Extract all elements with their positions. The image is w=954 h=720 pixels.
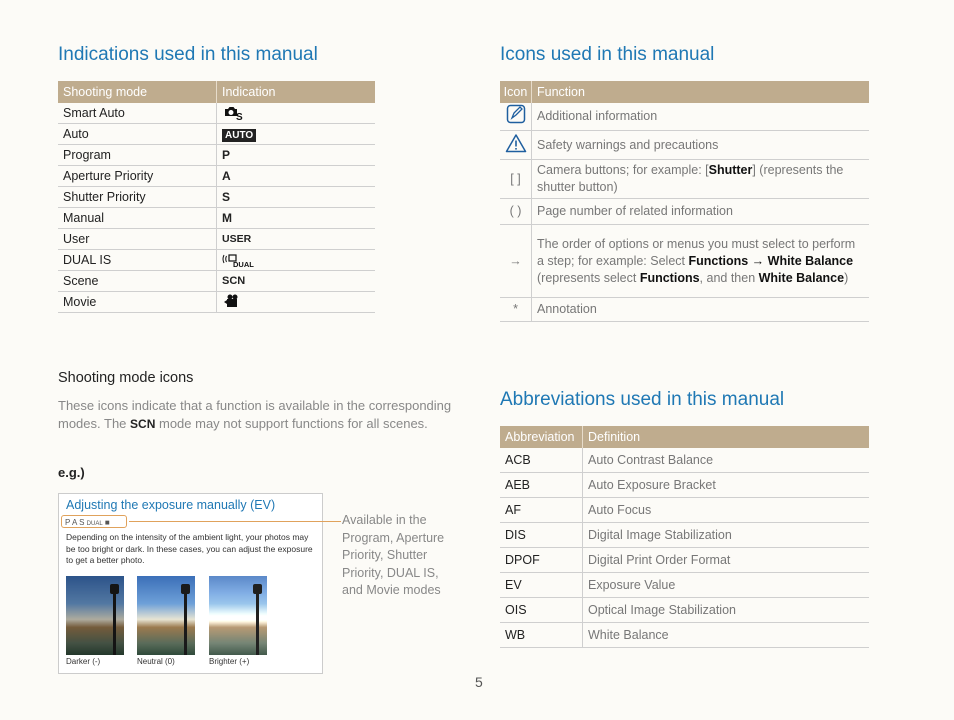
function-text: Additional information bbox=[532, 103, 870, 131]
table-row bbox=[500, 131, 869, 160]
table-row bbox=[500, 473, 869, 498]
mode-name: Movie bbox=[58, 292, 217, 313]
description-text: mode may not support functions for all scenes. bbox=[155, 415, 428, 431]
definition: Auto Contrast Balance bbox=[583, 448, 870, 473]
dual-is-icon bbox=[217, 250, 376, 271]
definition: Digital Print Order Format bbox=[583, 548, 870, 573]
mode-icons-strip bbox=[61, 515, 127, 528]
function-text: The order of options or menus you must select to perform a step; for example: Select Functions → White Balance (represents select Functions, and then White Balance) bbox=[532, 225, 870, 298]
function-text: Annotation bbox=[532, 298, 870, 322]
abbreviations-table bbox=[500, 426, 869, 648]
movie-icon: ■ bbox=[104, 518, 110, 527]
column-header: Indication bbox=[217, 81, 376, 103]
mode-name: Manual bbox=[58, 208, 217, 229]
shooting-mode-icons-heading: Shooting mode icons bbox=[58, 370, 194, 386]
asterisk-symbol: * bbox=[500, 298, 532, 322]
table-row bbox=[500, 448, 869, 473]
example-label: e.g.) bbox=[58, 465, 85, 480]
manual-icon: M bbox=[217, 208, 376, 229]
function-text: Page number of related information bbox=[532, 199, 870, 225]
user-icon: USER bbox=[217, 229, 376, 250]
indications-title: Indications used in this manual bbox=[58, 44, 318, 65]
definition: Auto Focus bbox=[583, 498, 870, 523]
table-row bbox=[500, 523, 869, 548]
table-row bbox=[500, 298, 869, 322]
svg-text:S: S bbox=[236, 111, 243, 120]
shutter-priority-icon: S bbox=[217, 187, 376, 208]
scene-icon: SCN bbox=[217, 271, 376, 292]
abbreviation: AEB bbox=[500, 473, 583, 498]
mode-name: Shutter Priority bbox=[58, 187, 217, 208]
brackets-symbol: [ ] bbox=[500, 160, 532, 199]
table-row bbox=[500, 548, 869, 573]
column-header: Icon bbox=[500, 81, 532, 103]
note-icon bbox=[500, 103, 532, 131]
mode-name: Auto bbox=[58, 124, 217, 145]
table-row bbox=[58, 292, 375, 313]
example-box bbox=[58, 493, 323, 674]
table-row bbox=[500, 225, 869, 298]
function-text: Camera buttons; for example: [Shutter] (represents the shutter button) bbox=[532, 160, 870, 199]
table-row bbox=[500, 498, 869, 523]
table-row bbox=[500, 598, 869, 623]
abbreviation: AF bbox=[500, 498, 583, 523]
table-row bbox=[58, 208, 375, 229]
auto-icon: AUTO bbox=[222, 129, 256, 142]
table-header-row bbox=[58, 81, 375, 103]
definition: Digital Image Stabilization bbox=[583, 523, 870, 548]
column-header: Definition bbox=[583, 426, 870, 448]
table-row bbox=[58, 250, 375, 271]
description-text: These icons indicate that a function is available in the corresponding modes. The bbox=[58, 398, 452, 431]
table-row bbox=[500, 103, 869, 131]
dual-is-icon: DUAL bbox=[86, 521, 103, 527]
photo-caption: Darker (-) bbox=[66, 657, 101, 666]
callout-line bbox=[129, 521, 341, 522]
table-row bbox=[58, 271, 375, 292]
mode-name: DUAL IS bbox=[58, 250, 217, 271]
column-header: Shooting mode bbox=[58, 81, 217, 103]
scene-icon: SCN bbox=[130, 416, 156, 431]
column-header: Function bbox=[532, 81, 870, 103]
table-header-row bbox=[500, 426, 869, 448]
abbreviation: ACB bbox=[500, 448, 583, 473]
photo-neutral bbox=[137, 576, 195, 655]
function-text: Safety warnings and precautions bbox=[532, 131, 870, 160]
abbreviation: DPOF bbox=[500, 548, 583, 573]
movie-icon bbox=[217, 292, 376, 313]
auto-indication bbox=[217, 124, 376, 145]
photo-caption: Brighter (+) bbox=[209, 657, 250, 666]
photo-caption: Neutral (0) bbox=[137, 657, 175, 666]
table-row bbox=[500, 160, 869, 199]
icons-table bbox=[500, 81, 869, 322]
definition: White Balance bbox=[583, 623, 870, 648]
page-number: 5 bbox=[475, 674, 483, 690]
table-row bbox=[500, 573, 869, 598]
abbreviation: DIS bbox=[500, 523, 583, 548]
mode-name: User bbox=[58, 229, 217, 250]
definition: Auto Exposure Bracket bbox=[583, 473, 870, 498]
definition: Exposure Value bbox=[583, 573, 870, 598]
table-row bbox=[58, 229, 375, 250]
table-row bbox=[500, 199, 869, 225]
table-row bbox=[500, 623, 869, 648]
table-row bbox=[58, 145, 375, 166]
mode-name: Smart Auto bbox=[58, 103, 217, 124]
mode-name: Aperture Priority bbox=[58, 166, 217, 187]
table-row bbox=[58, 103, 375, 124]
mode-letters: P A S bbox=[65, 518, 85, 527]
abbreviation: WB bbox=[500, 623, 583, 648]
table-header-row bbox=[500, 81, 869, 103]
mode-name: Scene bbox=[58, 271, 217, 292]
table-row bbox=[58, 187, 375, 208]
icons-title: Icons used in this manual bbox=[500, 44, 715, 65]
program-icon: P bbox=[217, 145, 376, 166]
indications-table bbox=[58, 81, 375, 313]
smart-auto-icon bbox=[217, 103, 376, 124]
warning-icon bbox=[500, 131, 532, 160]
abbreviations-title: Abbreviations used in this manual bbox=[500, 389, 785, 410]
arrow-symbol: → bbox=[500, 225, 532, 298]
example-body: Depending on the intensity of the ambient light, your photos may be too bright or dark. In these cases, you can adjust the exposure to get a better photo. bbox=[66, 532, 313, 565]
definition: Optical Image Stabilization bbox=[583, 598, 870, 623]
callout-text: Available in the Program, Aperture Priority, Shutter Priority, DUAL IS, and Movie modes bbox=[342, 513, 445, 597]
abbreviation: OIS bbox=[500, 598, 583, 623]
aperture-priority-icon: A bbox=[217, 166, 376, 187]
table-row bbox=[58, 166, 375, 187]
photo-darker bbox=[66, 576, 124, 655]
svg-text:DUAL: DUAL bbox=[233, 259, 254, 267]
abbreviation: EV bbox=[500, 573, 583, 598]
shooting-mode-icons-description bbox=[58, 397, 456, 433]
photo-brighter bbox=[209, 576, 267, 655]
example-title: Adjusting the exposure manually (EV) bbox=[66, 498, 276, 512]
table-row bbox=[58, 124, 375, 145]
column-header: Abbreviation bbox=[500, 426, 583, 448]
parentheses-symbol: ( ) bbox=[500, 199, 532, 225]
mode-name: Program bbox=[58, 145, 217, 166]
